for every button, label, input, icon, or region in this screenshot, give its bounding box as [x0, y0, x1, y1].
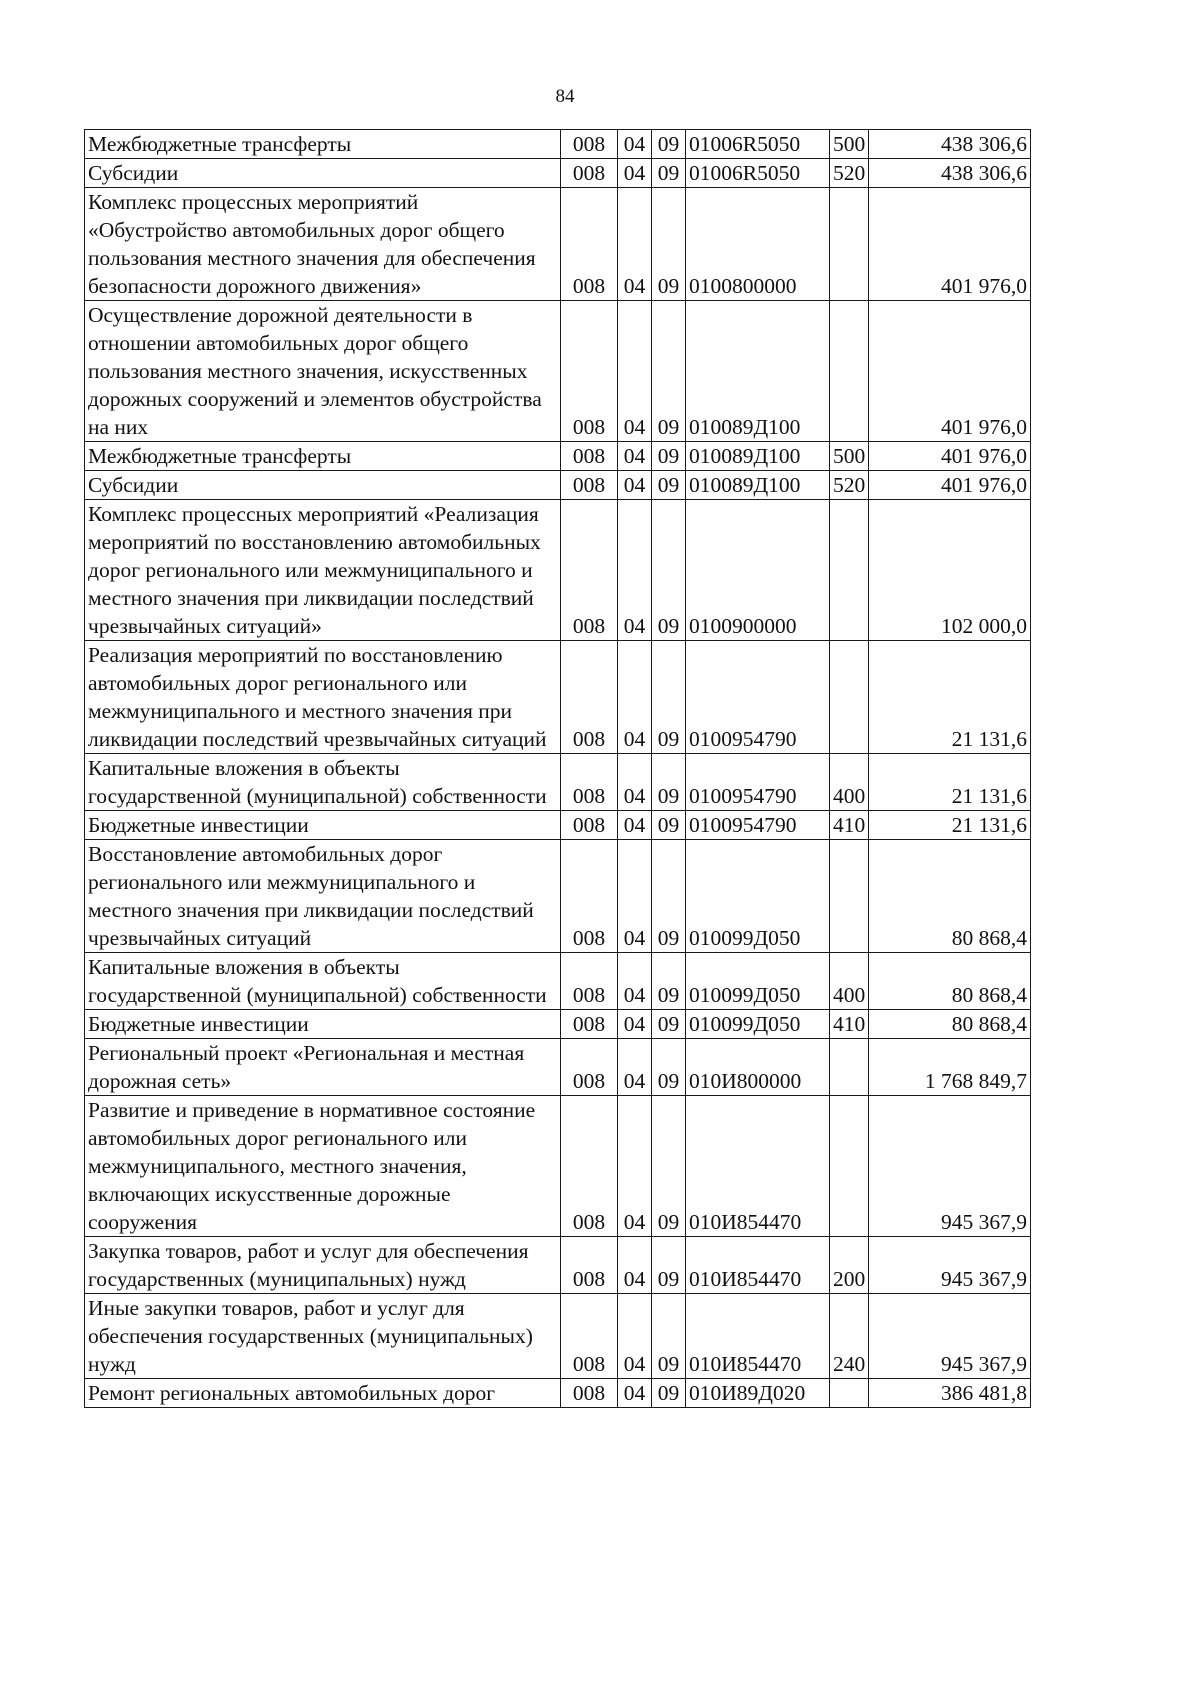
- row-expense-type-cell: 240: [830, 1294, 869, 1379]
- row-target-article-cell: 0100954790: [686, 641, 830, 754]
- row-subsection-code-cell: 09: [652, 953, 686, 1010]
- row-section-code-cell: 04: [618, 1379, 652, 1408]
- row-subsection-code-cell: 09: [652, 188, 686, 301]
- row-target-article-cell: 010089Д100: [686, 442, 830, 471]
- table-row: [85, 471, 1031, 500]
- row-amount-cell: 438 306,6: [869, 130, 1031, 159]
- table-row: [85, 1379, 1031, 1408]
- table-row: [85, 1294, 1031, 1379]
- row-expense-type-cell: 400: [830, 953, 869, 1010]
- row-expense-type-cell: 520: [830, 471, 869, 500]
- row-target-article-cell: 01006R5050: [686, 130, 830, 159]
- table-row: [85, 1096, 1031, 1237]
- row-subsection-code-cell: 09: [652, 301, 686, 442]
- row-ministry-code-cell: 008: [561, 500, 618, 641]
- row-amount-cell: 80 868,4: [869, 1010, 1031, 1039]
- row-ministry-code-cell: 008: [561, 159, 618, 188]
- budget-table: [84, 129, 1031, 1408]
- row-amount-cell: 80 868,4: [869, 840, 1031, 953]
- row-ministry-code-cell: 008: [561, 301, 618, 442]
- row-subsection-code-cell: 09: [652, 1237, 686, 1294]
- table-row: [85, 1039, 1031, 1096]
- row-section-code-cell: 04: [618, 188, 652, 301]
- row-name-cell: Иные закупки товаров, работ и услуг для обеспечения государственных (муниципальных) нужд: [85, 1294, 561, 1379]
- row-subsection-code-cell: 09: [652, 641, 686, 754]
- row-name-cell: Ремонт региональных автомобильных дорог: [85, 1379, 561, 1408]
- table-row: [85, 442, 1031, 471]
- table-row: [85, 754, 1031, 811]
- row-subsection-code-cell: 09: [652, 442, 686, 471]
- row-section-code-cell: 04: [618, 811, 652, 840]
- row-expense-type-cell: 500: [830, 130, 869, 159]
- row-target-article-cell: 010089Д100: [686, 471, 830, 500]
- row-ministry-code-cell: 008: [561, 1039, 618, 1096]
- table-row: [85, 301, 1031, 442]
- row-subsection-code-cell: 09: [652, 471, 686, 500]
- row-target-article-cell: 01006R5050: [686, 159, 830, 188]
- row-section-code-cell: 04: [618, 1237, 652, 1294]
- row-subsection-code-cell: 09: [652, 811, 686, 840]
- row-target-article-cell: 0100900000: [686, 500, 830, 641]
- row-ministry-code-cell: 008: [561, 442, 618, 471]
- row-section-code-cell: 04: [618, 1294, 652, 1379]
- row-amount-cell: 386 481,8: [869, 1379, 1031, 1408]
- row-expense-type-cell: [830, 1039, 869, 1096]
- row-section-code-cell: 04: [618, 1010, 652, 1039]
- row-section-code-cell: 04: [618, 754, 652, 811]
- table-row: [85, 641, 1031, 754]
- row-name-cell: Осуществление дорожной деятельности в отношении автомобильных дорог общего пользования местного значения, искусственных дорожных сооружений и элементов обустройства на них: [85, 301, 561, 442]
- row-amount-cell: 401 976,0: [869, 471, 1031, 500]
- budget-table-body: [85, 130, 1031, 1408]
- row-ministry-code-cell: 008: [561, 1237, 618, 1294]
- row-ministry-code-cell: 008: [561, 840, 618, 953]
- row-amount-cell: 21 131,6: [869, 811, 1031, 840]
- row-expense-type-cell: 400: [830, 754, 869, 811]
- row-ministry-code-cell: 008: [561, 188, 618, 301]
- row-section-code-cell: 04: [618, 1039, 652, 1096]
- row-amount-cell: 21 131,6: [869, 641, 1031, 754]
- row-name-cell: Капитальные вложения в объекты государственной (муниципальной) собственности: [85, 754, 561, 811]
- row-target-article-cell: 0100954790: [686, 811, 830, 840]
- row-target-article-cell: 010089Д100: [686, 301, 830, 442]
- row-name-cell: Бюджетные инвестиции: [85, 811, 561, 840]
- row-subsection-code-cell: 09: [652, 130, 686, 159]
- row-expense-type-cell: 500: [830, 442, 869, 471]
- row-name-cell: Развитие и приведение в нормативное состояние автомобильных дорог регионального или межмуниципального, местного значения, включающих искусственные дорожные сооружения: [85, 1096, 561, 1237]
- row-name-cell: Региональный проект «Региональная и местная дорожная сеть»: [85, 1039, 561, 1096]
- row-target-article-cell: 010099Д050: [686, 953, 830, 1010]
- row-ministry-code-cell: 008: [561, 754, 618, 811]
- row-amount-cell: 1 768 849,7: [869, 1039, 1031, 1096]
- row-amount-cell: 401 976,0: [869, 188, 1031, 301]
- row-expense-type-cell: [830, 188, 869, 301]
- table-row: [85, 1237, 1031, 1294]
- row-amount-cell: 438 306,6: [869, 159, 1031, 188]
- row-expense-type-cell: [830, 840, 869, 953]
- table-row: [85, 159, 1031, 188]
- row-section-code-cell: 04: [618, 641, 652, 754]
- row-ministry-code-cell: 008: [561, 471, 618, 500]
- row-subsection-code-cell: 09: [652, 1010, 686, 1039]
- row-amount-cell: 945 367,9: [869, 1237, 1031, 1294]
- row-subsection-code-cell: 09: [652, 500, 686, 641]
- row-amount-cell: 21 131,6: [869, 754, 1031, 811]
- row-amount-cell: 945 367,9: [869, 1096, 1031, 1237]
- table-row: [85, 130, 1031, 159]
- row-ministry-code-cell: 008: [561, 1096, 618, 1237]
- row-section-code-cell: 04: [618, 301, 652, 442]
- row-section-code-cell: 04: [618, 953, 652, 1010]
- row-amount-cell: 945 367,9: [869, 1294, 1031, 1379]
- row-subsection-code-cell: 09: [652, 159, 686, 188]
- row-ministry-code-cell: 008: [561, 1294, 618, 1379]
- row-name-cell: Закупка товаров, работ и услуг для обеспечения государственных (муниципальных) нужд: [85, 1237, 561, 1294]
- table-row: [85, 953, 1031, 1010]
- row-target-article-cell: 010099Д050: [686, 840, 830, 953]
- row-subsection-code-cell: 09: [652, 1294, 686, 1379]
- row-target-article-cell: 010099Д050: [686, 1010, 830, 1039]
- row-target-article-cell: 010И800000: [686, 1039, 830, 1096]
- row-ministry-code-cell: 008: [561, 641, 618, 754]
- row-expense-type-cell: 200: [830, 1237, 869, 1294]
- row-subsection-code-cell: 09: [652, 1039, 686, 1096]
- row-name-cell: Восстановление автомобильных дорог регионального или межмуниципального и местного значения при ликвидации последствий чрезвычайных ситуаций: [85, 840, 561, 953]
- row-name-cell: Комплекс процессных мероприятий «Обустройство автомобильных дорог общего пользования местного значения для обеспечения безопасности дорожного движения»: [85, 188, 561, 301]
- row-name-cell: Межбюджетные трансферты: [85, 130, 561, 159]
- row-expense-type-cell: 410: [830, 811, 869, 840]
- row-section-code-cell: 04: [618, 500, 652, 641]
- row-section-code-cell: 04: [618, 1096, 652, 1237]
- row-name-cell: Субсидии: [85, 471, 561, 500]
- row-name-cell: Субсидии: [85, 159, 561, 188]
- table-row: [85, 840, 1031, 953]
- row-ministry-code-cell: 008: [561, 953, 618, 1010]
- row-name-cell: Капитальные вложения в объекты государственной (муниципальной) собственности: [85, 953, 561, 1010]
- row-name-cell: Комплекс процессных мероприятий «Реализация мероприятий по восстановлению автомобильных дорог регионального или межмуниципального и местного значения при ликвидации последствий чрезвычайных ситуаций»: [85, 500, 561, 641]
- row-subsection-code-cell: 09: [652, 1096, 686, 1237]
- row-subsection-code-cell: 09: [652, 1379, 686, 1408]
- row-expense-type-cell: [830, 1096, 869, 1237]
- row-expense-type-cell: [830, 301, 869, 442]
- row-amount-cell: 80 868,4: [869, 953, 1031, 1010]
- row-ministry-code-cell: 008: [561, 1379, 618, 1408]
- row-target-article-cell: 010И854470: [686, 1294, 830, 1379]
- row-amount-cell: 401 976,0: [869, 442, 1031, 471]
- row-expense-type-cell: 410: [830, 1010, 869, 1039]
- row-name-cell: Межбюджетные трансферты: [85, 442, 561, 471]
- row-amount-cell: 401 976,0: [869, 301, 1031, 442]
- row-target-article-cell: 010И89Д020: [686, 1379, 830, 1408]
- row-expense-type-cell: [830, 500, 869, 641]
- row-subsection-code-cell: 09: [652, 754, 686, 811]
- row-name-cell: Бюджетные инвестиции: [85, 1010, 561, 1039]
- row-ministry-code-cell: 008: [561, 130, 618, 159]
- table-row: [85, 500, 1031, 641]
- row-expense-type-cell: [830, 1379, 869, 1408]
- row-target-article-cell: 0100954790: [686, 754, 830, 811]
- row-subsection-code-cell: 09: [652, 840, 686, 953]
- row-section-code-cell: 04: [618, 130, 652, 159]
- row-target-article-cell: 010И854470: [686, 1237, 830, 1294]
- row-amount-cell: 102 000,0: [869, 500, 1031, 641]
- row-section-code-cell: 04: [618, 471, 652, 500]
- row-section-code-cell: 04: [618, 442, 652, 471]
- row-ministry-code-cell: 008: [561, 1010, 618, 1039]
- row-section-code-cell: 04: [618, 159, 652, 188]
- table-row: [85, 811, 1031, 840]
- row-name-cell: Реализация мероприятий по восстановлению автомобильных дорог регионального или межмуниципального и местного значения при ликвидации последствий чрезвычайных ситуаций: [85, 641, 561, 754]
- row-expense-type-cell: 520: [830, 159, 869, 188]
- table-row: [85, 1010, 1031, 1039]
- row-ministry-code-cell: 008: [561, 811, 618, 840]
- table-row: [85, 188, 1031, 301]
- row-target-article-cell: 010И854470: [686, 1096, 830, 1237]
- page-number: 84: [555, 86, 575, 107]
- row-section-code-cell: 04: [618, 840, 652, 953]
- row-expense-type-cell: [830, 641, 869, 754]
- row-target-article-cell: 0100800000: [686, 188, 830, 301]
